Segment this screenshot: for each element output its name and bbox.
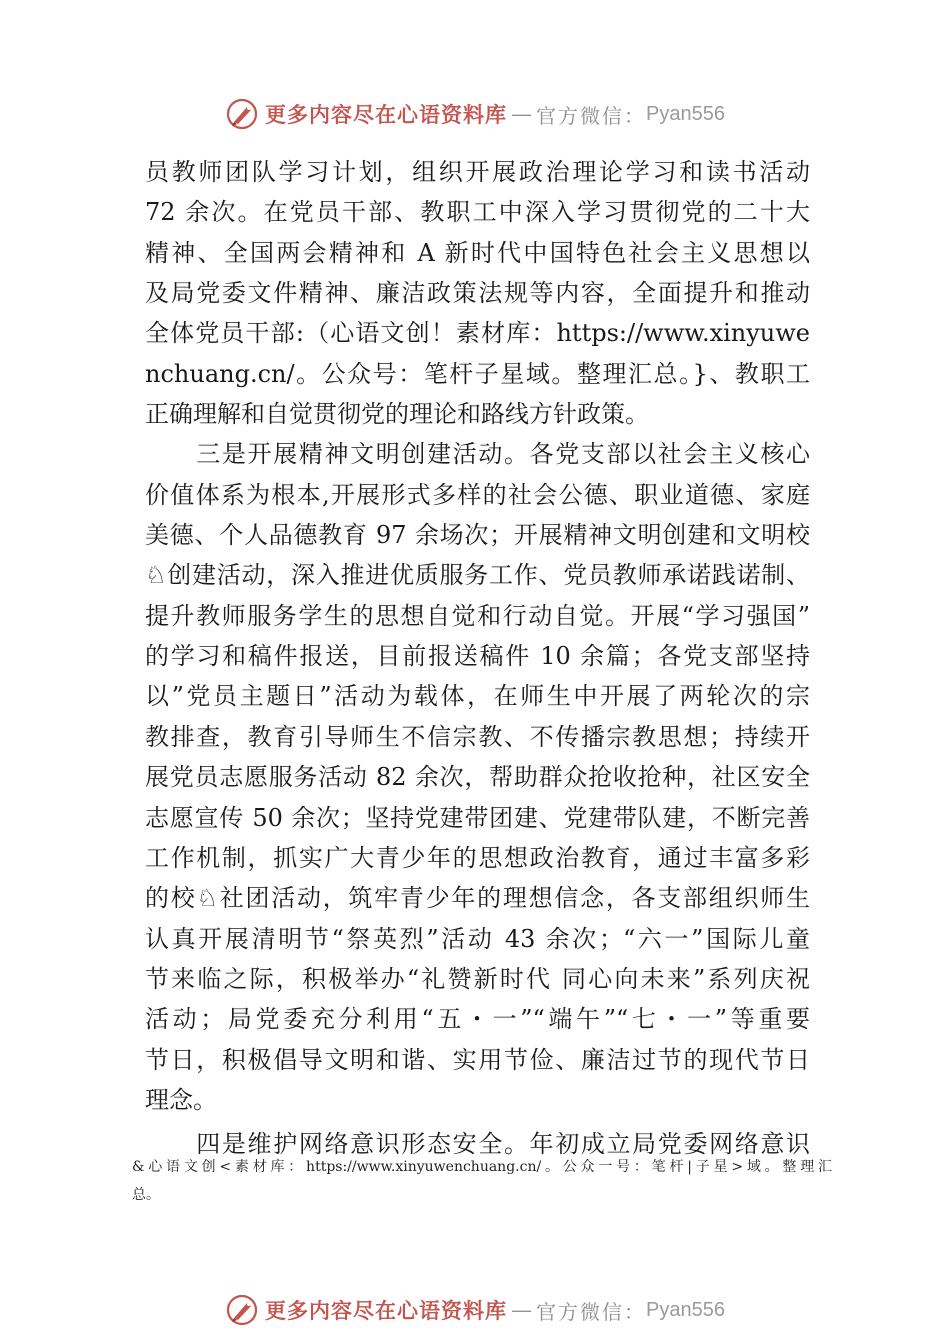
text-line: 正确理解和自觉贯彻党的理论和路线方针政策。 — [145, 400, 649, 429]
banner-separator: — — [511, 1298, 533, 1322]
text-line: 教排查，教育引导师生不信宗教、不传播宗教思想；持续开 — [145, 722, 810, 751]
pen-logo-icon — [225, 97, 259, 131]
text-line: 工作机制，抓实广大青少年的思想政治教育，通过丰富多彩 — [145, 843, 810, 872]
text-line: 及局党委文件精神、廉洁政策法规等内容，全面提升和推动 — [145, 279, 810, 308]
text-line: 以”党员主题日”活动为载体，在师生中开展了两轮次的宗 — [145, 682, 810, 711]
text-line: 提升教师服务学生的思想自觉和行动自觉。开展“学习强国” — [145, 601, 810, 630]
text-line: 全体党员干部:（心语文创！素材库：https://www.xinyuwe — [145, 319, 810, 348]
banner-title: 更多内容尽在心语资料库 — [265, 1298, 508, 1323]
banner-wechat-label: 官方微信： — [536, 103, 647, 128]
text-line: 员教师团队学习计划，组织开展政治理论学习和读书活动 — [145, 158, 810, 186]
footnote-line: &心语文创<素材库：https://www.xinyuwenchuang.cn/。公众一号：笔杆|子星>域。整理汇 — [132, 1159, 832, 1175]
document-body — [145, 152, 810, 1165]
text-line: 展党员志愿服务活动 82 余次，帮助群众抢收抢种，社区安全 — [145, 763, 810, 792]
text-line: 志愿宣传 50 余次；坚持党建带团建、党建带队建，不断完善 — [145, 803, 810, 832]
text-line: 的学习和稿件报送，目前报送稿件 10 余篇；各党支部坚持 — [145, 642, 810, 671]
text-line: 价值体系为根本,开展形式多样的社会公德、职业道德、家庭 — [145, 480, 810, 509]
text-line: ♘创建活动，深入推进优质服务工作、党员教师承诺践诺制、 — [145, 561, 810, 590]
footnote — [132, 1153, 832, 1209]
banner-wechat-id: Pyan556 — [646, 102, 725, 125]
paragraph-2 — [145, 434, 810, 1120]
banner-separator: — — [511, 102, 533, 126]
banner-wechat-label: 官方微信： — [536, 1299, 647, 1324]
banner-wechat-id: Pyan556 — [646, 1298, 725, 1321]
text-line: 四是维护网络意识形态安全。年初成立局党委网络意识 — [145, 1130, 810, 1159]
text-line: 节日，积极倡导文明和谐、实用节俭、廉洁过节的现代节日 — [145, 1045, 810, 1074]
text-line: nchuang.cn/。公众号：笔杆子星域。整理汇总。}、教职工 — [145, 359, 810, 388]
text-line: 美德、个人品德教育 97 余场次；开展精神文明创建和文明校 — [145, 521, 810, 550]
text-line: 的校♘社团活动，筑牢青少年的理想信念，各支部组织师生 — [145, 884, 810, 913]
header-banner — [0, 92, 950, 136]
pen-logo-icon — [225, 1293, 259, 1327]
text-line: 72 余次。在党员干部、教职工中深入学习贯彻党的二十大 — [145, 198, 810, 227]
paragraph-1 — [145, 152, 810, 434]
text-line: 认真开展清明节“祭英烈”活动 43 余次；“六一”国际儿童 — [145, 924, 810, 953]
banner-title: 更多内容尽在心语资料库 — [265, 102, 508, 127]
text-line: 活动；局党委充分利用“五・一”“端午”“七・一”等重要 — [145, 1005, 810, 1034]
text-line: 三是开展精神文明创建活动。各党支部以社会主义核心 — [145, 440, 810, 469]
text-line: 精神、全国两会精神和 A 新时代中国特色社会主义思想以 — [145, 238, 810, 267]
text-line: 节来临之际，积极举办“礼赞新时代 同心向未来”系列庆祝 — [145, 964, 810, 993]
footnote-line: 总。 — [132, 1187, 160, 1203]
footer-banner — [0, 1288, 950, 1332]
text-line: 理念。 — [145, 1085, 217, 1114]
